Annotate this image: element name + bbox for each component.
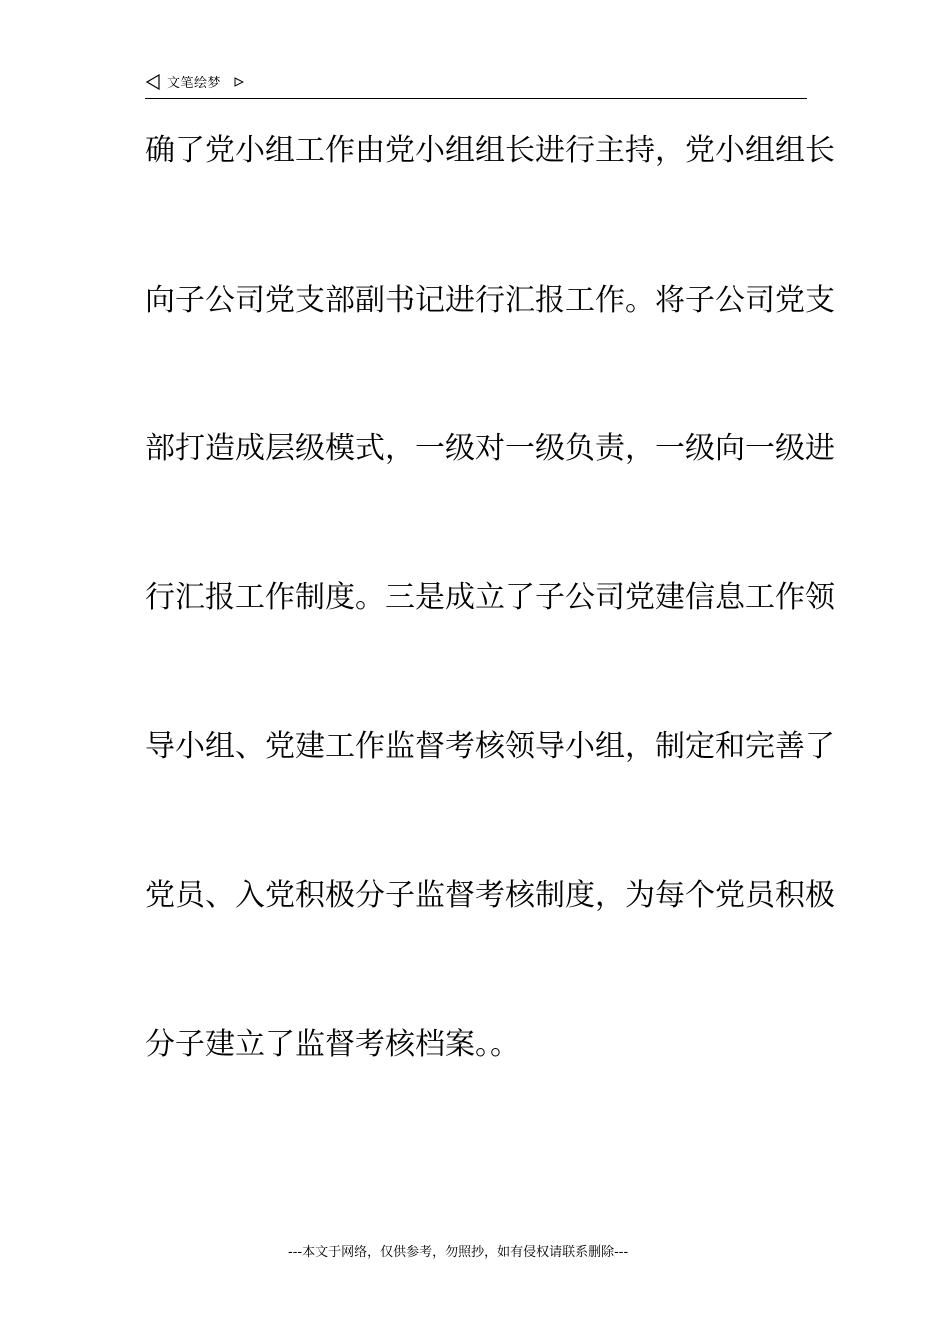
body-line-3: 部打造成层级模式，一级对一级负责，一级向一级进 [145, 431, 835, 466]
page-header [145, 72, 807, 99]
body-line-4: 行汇报工作制度。三是成立了子公司党建信息工作领 [145, 580, 835, 615]
body-line-5: 导小组、党建工作监督考核领导小组，制定和完善了 [145, 729, 835, 764]
header-title: 文笔绘梦 [167, 76, 222, 91]
body-line-6: 党员、入党积极分子监督考核制度，为每个党员积极 [145, 878, 835, 913]
triangle-left-outline-icon [145, 74, 161, 90]
body-line-7: 分子建立了监督考核档案。。 [145, 1027, 520, 1062]
body-line-1: 确了党小组工作由党小组组长进行主持，党小组组长 [145, 133, 835, 168]
footer-disclaimer: ---本文于网络，仅供参考，勿照抄，如有侵权请联系删除--- [288, 1245, 629, 1260]
body-line-2: 向子公司党支部副书记进行汇报工作。将子公司党支 [145, 283, 835, 318]
triangle-right-outline-icon [234, 77, 244, 87]
